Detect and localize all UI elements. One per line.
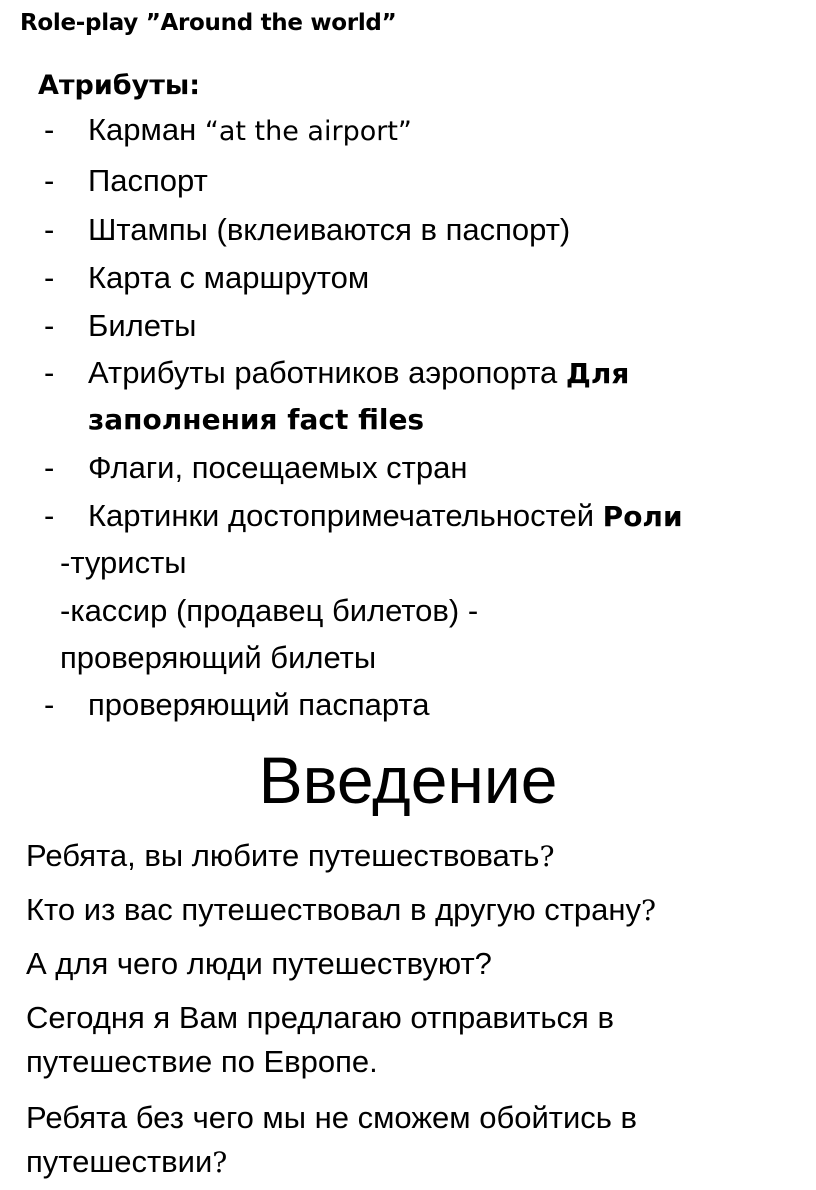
fact-files-label: Для	[565, 357, 630, 390]
intro-question: Ребята без чего мы не сможем обойтись в	[26, 1100, 638, 1135]
document-title: Role-play ”Around the world”	[20, 10, 397, 36]
fact-files-label-cont: заполнения fact files	[88, 403, 425, 436]
intro-question: А для чего люди путешествуют?	[26, 946, 492, 981]
list-dash: -	[44, 212, 55, 247]
role-ticket-checker: проверяющий билеты	[60, 640, 377, 675]
item-passport: Паспорт	[88, 163, 208, 198]
item-flags: Флаги, посещаемых стран	[88, 450, 468, 485]
item-stamps: Штампы (вклеиваются в паспорт)	[88, 212, 571, 247]
list-dash: -	[44, 260, 55, 295]
intro-paragraph-cont: путешествие по Европе.	[26, 1044, 378, 1079]
list-dash: -	[44, 450, 55, 485]
list-dash: -	[44, 112, 55, 147]
list-dash: -	[44, 163, 55, 198]
role-cashier: -кассир (продавец билетов) -	[60, 593, 479, 628]
intro-question-cont: путешествии?	[26, 1144, 228, 1179]
intro-paragraph: Сегодня я Вам предлагаю отправиться в	[26, 1000, 614, 1035]
item-landmarks: Картинки достопримечательностей	[88, 498, 603, 533]
list-dash: -	[44, 308, 55, 343]
role-passport-checker: проверяющий паспарта	[88, 687, 430, 722]
item-map: Карта с маршрутом	[88, 260, 370, 295]
item-staff-attributes: Атрибуты работников аэропорта	[88, 355, 566, 390]
list-dash: -	[44, 687, 55, 722]
roles-heading: Роли	[602, 500, 683, 533]
list-dash: -	[44, 498, 55, 533]
introduction-heading: Введение	[258, 743, 558, 817]
list-dash: -	[44, 355, 55, 390]
attributes-heading: Атрибуты:	[38, 70, 201, 101]
item-pocket-quote: “at the airport”	[204, 116, 412, 147]
intro-question: Кто из вас путешествовал в другую страну?	[26, 892, 657, 927]
item-tickets: Билеты	[88, 308, 197, 343]
item-pocket-label: Карман	[88, 112, 205, 147]
role-tourists: -туристы	[60, 545, 187, 580]
intro-question: Ребята, вы любите путешествовать?	[26, 838, 555, 873]
